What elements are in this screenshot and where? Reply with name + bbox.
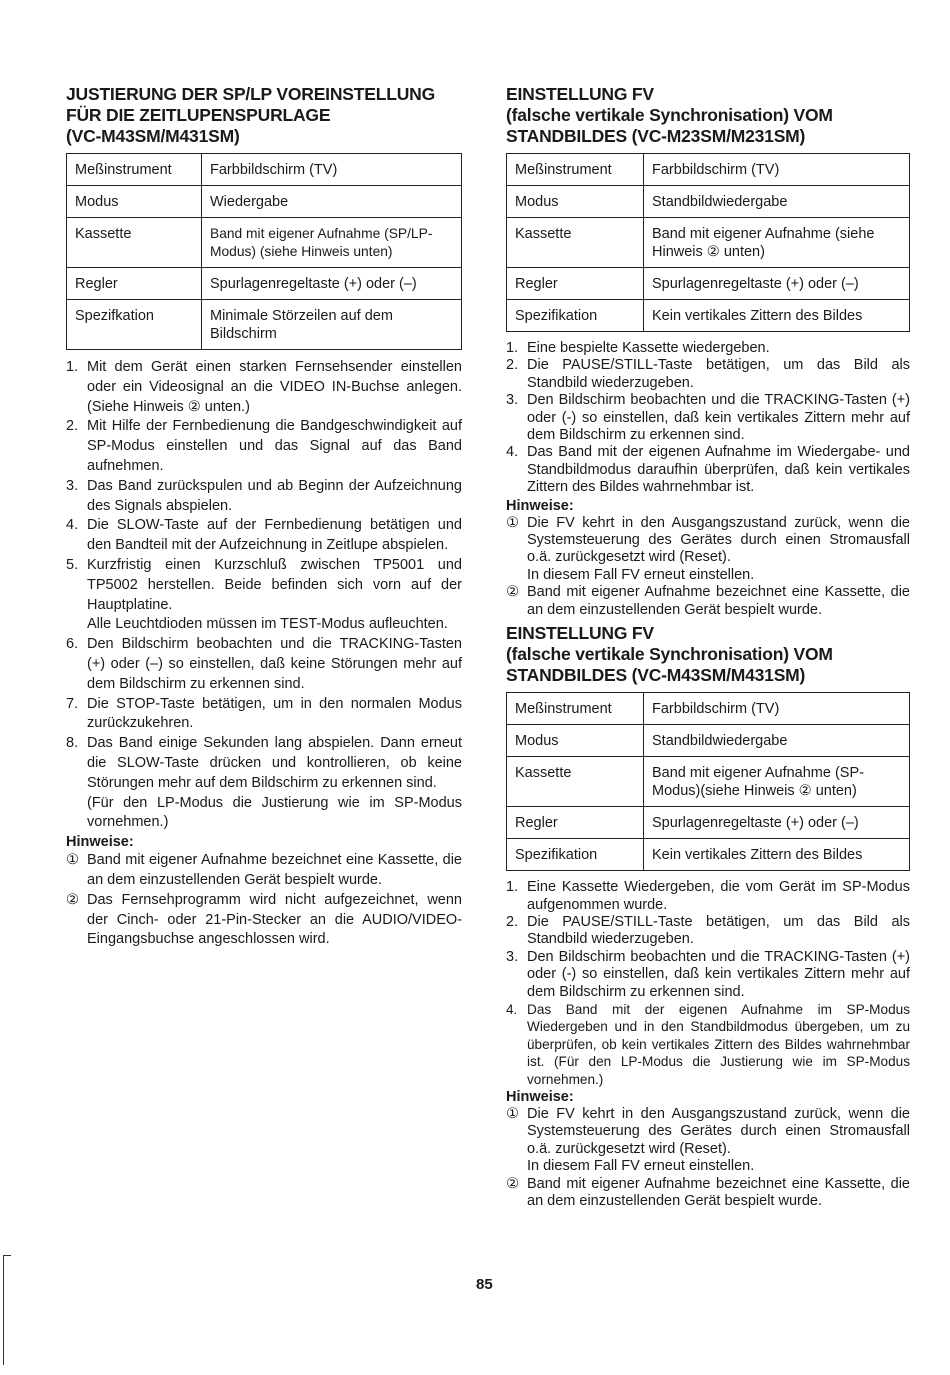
left-heading-line-1: JUSTIERUNG DER SP/LP VOREINSTELLUNG bbox=[66, 84, 435, 104]
note-number: ① bbox=[66, 852, 79, 869]
spec-key: Regler bbox=[507, 807, 644, 839]
list-item bbox=[66, 477, 462, 517]
spec-key: Kassette bbox=[507, 218, 644, 268]
spec-key: Modus bbox=[67, 186, 202, 218]
step-text: Mit dem Gerät einen starken Fernsehsender einstellen oder ein Videosignal an die VIDEO IN-Buchse anlegen. (Siehe Hinweis ② unten.) bbox=[87, 359, 462, 415]
step-text: Mit Hilfe der Fernbedienung die Bandgeschwindigkeit auf SP-Modus einstellen und das Signal auf das Band aufnehmen. bbox=[87, 418, 462, 474]
list-item bbox=[506, 444, 910, 496]
right1-heading bbox=[506, 84, 910, 147]
note-text: Das Fernsehprogramm wird nicht aufgezeichnet, wenn der Cinch- oder 21-Pin-Stecker an die AUDIO/VIDEO-Eingangsbuchse angeschlossen wird. bbox=[87, 891, 462, 948]
list-item bbox=[506, 357, 910, 392]
right2-steps bbox=[506, 879, 910, 1088]
table-row bbox=[507, 693, 910, 725]
right2-heading-line-3: STANDBILDES (VC-M43SM/M431SM) bbox=[506, 665, 806, 686]
spec-value: Wiedergabe bbox=[202, 186, 462, 218]
table-row bbox=[507, 839, 910, 871]
note-text: Die FV kehrt in den Ausgangszustand zurück, wenn die Systemsteuerung des Gerätes durch einen Stromausfall o.ä. zurückgesetzt wird (Reset). bbox=[527, 514, 910, 566]
table-row bbox=[507, 154, 910, 186]
spec-key: Meßinstrument bbox=[507, 693, 644, 725]
step-number: 1. bbox=[66, 359, 79, 375]
step-number: 2. bbox=[66, 418, 79, 435]
step-number: 4. bbox=[506, 1001, 518, 1017]
right2-spec-table bbox=[506, 692, 910, 871]
spec-value: Farbbildschirm (TV) bbox=[644, 693, 910, 725]
right2-heading-line-2: (falsche vertikale Synchronisation) VOM bbox=[506, 644, 833, 665]
list-item bbox=[506, 949, 910, 1001]
table-row bbox=[507, 268, 910, 300]
notes-title: Hinweise: bbox=[506, 1088, 574, 1105]
step-number: 3. bbox=[506, 948, 519, 965]
step-number: 4. bbox=[66, 517, 79, 534]
step-text: Die PAUSE/STILL-Taste betätigen, um das Bild als Standbild wiederzugeben. bbox=[527, 357, 910, 391]
list-item bbox=[506, 392, 910, 444]
note-number: ① bbox=[506, 1105, 519, 1122]
right1-heading-line-1: EINSTELLUNG FV bbox=[506, 84, 654, 104]
spec-value: Kein vertikales Zittern des Bildes bbox=[644, 300, 910, 332]
spec-value: Standbildwiedergabe bbox=[644, 725, 910, 757]
list-item bbox=[506, 914, 910, 949]
step-number: 7. bbox=[66, 695, 79, 712]
scan-edge-mark bbox=[3, 1255, 4, 1365]
table-row bbox=[507, 218, 910, 268]
list-item bbox=[506, 584, 910, 619]
note-text-extra: In diesem Fall FV erneut einstellen. bbox=[527, 1158, 755, 1175]
list-item bbox=[66, 516, 462, 556]
step-number: 3. bbox=[66, 477, 79, 494]
left-heading bbox=[66, 84, 462, 147]
step-text: Kurzfristig einen Kurzschluß zwischen TP5001 und TP5002 herstellen. Beide befinden sich vorn auf der Hauptplatine. bbox=[87, 556, 462, 613]
spec-value: Spurlagenregeltaste (+) oder (–) bbox=[202, 268, 462, 300]
list-item bbox=[66, 358, 462, 417]
step-text: Den Bildschirm beobachten und die TRACKING-Tasten (+) oder (–) so einstellen, daß keine Störungen mehr auf dem Bildschirm zu erkennen sind. bbox=[87, 636, 462, 692]
list-item bbox=[506, 1001, 910, 1088]
spec-value: Farbbildschirm (TV) bbox=[644, 154, 910, 186]
table-row bbox=[67, 186, 462, 218]
step-text: Den Bildschirm beobachten und die TRACKING-Tasten (+) oder (-) so einstellen, daß kein vertikales Zittern mehr auf dem Bildschirm zu erkennen sind. bbox=[527, 948, 910, 1000]
right1-heading-line-2: (falsche vertikale Synchronisation) VOM bbox=[506, 105, 833, 125]
step-text: Den Bildschirm beobachten und die TRACKING-Tasten (+) oder (-) so einstellen, daß kein vertikales Zittern mehr auf dem Bildschirm zu erkennen sind. bbox=[527, 392, 910, 444]
table-row bbox=[507, 757, 910, 807]
list-item bbox=[506, 340, 910, 357]
step-text: Eine bespielte Kassette wiedergeben. bbox=[527, 340, 770, 356]
step-number: 4. bbox=[506, 444, 519, 461]
step-number: 1. bbox=[506, 340, 519, 356]
step-text-extra: (Für den LP-Modus die Justierung wie im SP-Modus vornehmen.) bbox=[87, 794, 462, 831]
step-number: 2. bbox=[506, 913, 519, 930]
page-number: 85 bbox=[476, 1276, 493, 1293]
spec-value: Kein vertikales Zittern des Bildes bbox=[644, 839, 910, 871]
left-spec-table bbox=[66, 153, 462, 350]
step-text: Das Band einige Sekunden lang abspielen. Dann erneut die SLOW-Taste drücken und kontrollieren, ob keine Störungen mehr auf dem Bildschirm zu erkennen sind. bbox=[87, 735, 462, 791]
left-steps bbox=[66, 358, 462, 833]
list-item bbox=[66, 417, 462, 476]
left-notes bbox=[66, 851, 462, 950]
table-row bbox=[67, 218, 462, 268]
spec-value: Band mit eigener Aufnahme (siehe Hinweis ② unten) bbox=[644, 218, 910, 268]
table-row bbox=[507, 807, 910, 839]
list-item bbox=[506, 1176, 910, 1211]
spec-key: Modus bbox=[507, 725, 644, 757]
right1-steps bbox=[506, 340, 910, 497]
notes-title: Hinweise: bbox=[66, 834, 134, 851]
spec-key: Meßinstrument bbox=[507, 154, 644, 186]
list-item bbox=[506, 1106, 910, 1176]
spec-key: Meßinstrument bbox=[67, 154, 202, 186]
spec-key: Modus bbox=[507, 186, 644, 218]
step-number: 8. bbox=[66, 735, 79, 752]
list-item bbox=[66, 635, 462, 694]
note-number: ② bbox=[506, 584, 519, 601]
list-item bbox=[66, 734, 462, 833]
step-text-extra: Alle Leuchtdioden müssen im TEST-Modus aufleuchten. bbox=[87, 616, 448, 633]
note-text: Band mit eigener Aufnahme bezeichnet eine Kassette, die an dem einzustellenden Gerät bespielt wurde. bbox=[87, 852, 462, 888]
spec-key: Spezifikation bbox=[507, 300, 644, 332]
table-row bbox=[507, 186, 910, 218]
note-number: ② bbox=[66, 891, 79, 908]
list-item bbox=[66, 556, 462, 635]
right2-heading-line-1: EINSTELLUNG FV bbox=[506, 623, 654, 644]
list-item bbox=[66, 891, 462, 950]
step-text: Das Band mit der eigenen Aufnahme im Wiedergabe- und Standbildmodus daraufhin überprüfen, daß kein vertikales Zittern des Bildes wahrnehmbar ist. bbox=[527, 444, 910, 496]
spec-key: Spezifikation bbox=[507, 839, 644, 871]
spec-key: Regler bbox=[67, 268, 202, 300]
step-number: 2. bbox=[506, 357, 519, 374]
spec-value: Band mit eigener Aufnahme (SP-Modus)(siehe Hinweis ② unten) bbox=[644, 757, 910, 807]
table-row bbox=[67, 268, 462, 300]
spec-value: Farbbildschirm (TV) bbox=[202, 154, 462, 186]
table-row bbox=[507, 300, 910, 332]
note-text: Die FV kehrt in den Ausgangszustand zurück, wenn die Systemsteuerung des Gerätes durch einen Stromausfall o.ä. zurückgesetzt wird (Reset). bbox=[527, 1105, 910, 1157]
left-heading-line-2: FÜR DIE ZEITLUPENSPURLAGE bbox=[66, 105, 331, 125]
right1-heading-line-3: STANDBILDES (VC-M23SM/M231SM) bbox=[506, 126, 806, 146]
spec-value: Standbildwiedergabe bbox=[644, 186, 910, 218]
notes-title: Hinweise: bbox=[506, 497, 574, 514]
step-number: 6. bbox=[66, 636, 79, 653]
spec-value: Band mit eigener Aufnahme (SP/LP-Modus) (siehe Hinweis unten) bbox=[202, 218, 462, 268]
note-text: Band mit eigener Aufnahme bezeichnet eine Kassette, die an dem einzustellenden Gerät bespielt wurde. bbox=[527, 584, 910, 618]
note-number: ① bbox=[506, 514, 519, 531]
list-item bbox=[66, 851, 462, 891]
step-text: Die PAUSE/STILL-Taste betätigen, um das Bild als Standbild wiederzugeben. bbox=[527, 913, 910, 948]
step-number: 3. bbox=[506, 392, 519, 409]
right2-heading bbox=[506, 623, 910, 686]
left-heading-line-3: (VC-M43SM/M431SM) bbox=[66, 126, 240, 146]
list-item bbox=[506, 879, 910, 914]
right1-spec-table bbox=[506, 153, 910, 332]
list-item bbox=[66, 695, 462, 735]
note-text: Band mit eigener Aufnahme bezeichnet eine Kassette, die an dem einzustellenden Gerät bespielt wurde. bbox=[527, 1175, 910, 1209]
table-row bbox=[67, 154, 462, 186]
spec-key: Kassette bbox=[67, 218, 202, 268]
step-text: Das Band mit der eigenen Aufnahme im SP-Modus Wiedergeben und in den Standbildmodus übergeben, um zu überprüfen, ob kein vertikales Zittern des Bildes wahrnehmbar ist. (Für den LP-Modus die Justierung wie im SP-Modus vornehmen.) bbox=[527, 1001, 910, 1087]
right-column bbox=[506, 84, 910, 1210]
list-item bbox=[506, 515, 910, 585]
right1-notes bbox=[506, 515, 910, 619]
spec-value: Minimale Störzeilen auf dem Bildschirm bbox=[202, 300, 462, 350]
step-text: Das Band zurückspulen und ab Beginn der Aufzeichnung des Signals abspielen. bbox=[87, 477, 462, 514]
spec-key: Spezifkation bbox=[67, 300, 202, 350]
note-text-extra: In diesem Fall FV erneut einstellen. bbox=[527, 566, 755, 583]
scan-edge-mark bbox=[3, 1255, 11, 1256]
spec-key: Regler bbox=[507, 268, 644, 300]
table-row bbox=[507, 725, 910, 757]
step-number: 1. bbox=[506, 879, 519, 896]
table-row bbox=[67, 300, 462, 350]
spec-value: Spurlagenregeltaste (+) oder (–) bbox=[644, 807, 910, 839]
step-text: Die SLOW-Taste auf der Fernbedienung betätigen und den Bandteil mit der Aufzeichnung in Zeitlupe abspielen. bbox=[87, 517, 462, 554]
spec-key: Kassette bbox=[507, 757, 644, 807]
left-column bbox=[66, 84, 462, 950]
step-number: 5. bbox=[66, 556, 79, 573]
right2-notes bbox=[506, 1106, 910, 1210]
spec-value: Spurlagenregeltaste (+) oder (–) bbox=[644, 268, 910, 300]
step-text: Die STOP-Taste betätigen, um in den normalen Modus zurückzukehren. bbox=[87, 695, 462, 732]
note-number: ② bbox=[506, 1175, 519, 1192]
step-text: Eine Kassette Wiedergeben, die vom Gerät im SP-Modus aufgenommen wurde. bbox=[527, 879, 910, 913]
